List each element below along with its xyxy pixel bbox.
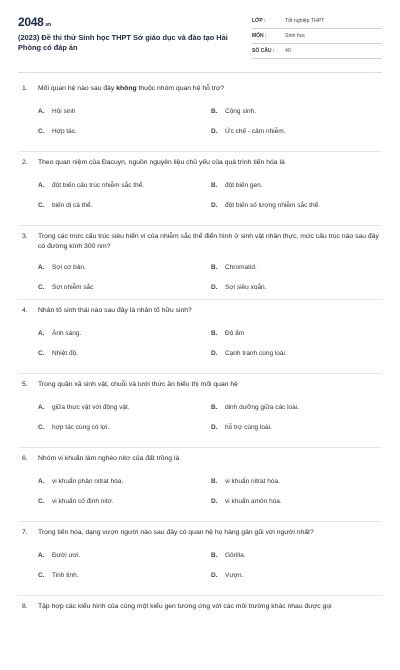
option-text: Cạnh tranh cùng loài. xyxy=(225,350,287,357)
option-d[interactable] xyxy=(211,128,285,135)
option-text: vi khuẩn phản nitrat hóa. xyxy=(52,478,124,485)
option-text: Hợp tác. xyxy=(52,128,77,135)
option-letter: D. xyxy=(211,572,218,579)
question xyxy=(18,300,382,374)
option-letter: A. xyxy=(38,108,45,115)
option-a[interactable] xyxy=(38,108,75,115)
option-b[interactable] xyxy=(211,552,246,559)
question-text xyxy=(38,84,382,94)
option-b[interactable] xyxy=(211,182,263,189)
header xyxy=(0,0,400,76)
option-letter: C. xyxy=(38,350,45,357)
site-logo[interactable] xyxy=(18,15,51,29)
option-text: Cộng sinh. xyxy=(225,108,257,115)
option-text: Tinh tinh. xyxy=(52,572,79,579)
option-letter: A. xyxy=(38,478,45,485)
question-list xyxy=(18,78,382,670)
logo-text: 2048 xyxy=(18,15,44,29)
header-divider xyxy=(18,72,382,73)
option-text: Đười ươi. xyxy=(52,552,81,559)
option-b[interactable] xyxy=(211,264,257,271)
option-text: biến dị cá thể. xyxy=(52,202,93,209)
exam-title: (2023) Đề thi thử Sinh học THPT Sở giáo dục và đào tạo Hải Phòng có đáp án xyxy=(18,33,228,52)
option-letter: C. xyxy=(38,128,45,135)
question-number: 5. xyxy=(22,381,28,388)
option-c[interactable] xyxy=(38,284,93,291)
option-b[interactable] xyxy=(211,108,256,115)
option-letter: D. xyxy=(211,202,218,209)
question xyxy=(18,596,382,670)
option-letter: A. xyxy=(38,330,45,337)
option-d[interactable] xyxy=(211,572,243,579)
option-letter: B. xyxy=(211,108,218,115)
question-number: 3. xyxy=(22,233,28,240)
question xyxy=(18,522,382,596)
question-text: Tập hợp các kiểu hình của cùng một kiểu gen tương ứng với các môi trường khác nhau được gọi xyxy=(38,603,332,610)
option-letter: A. xyxy=(38,264,45,271)
option-d[interactable] xyxy=(211,202,320,209)
option-text: Hội sinh xyxy=(52,108,76,115)
question xyxy=(18,152,382,226)
option-text: Chromatid. xyxy=(225,264,257,271)
question-text: Trong quần xã sinh vật, chuỗi và lưới thức ăn biểu thị mối quan hệ xyxy=(38,381,238,388)
option-text: dinh dưỡng giữa các loài. xyxy=(225,404,300,411)
option-text: hỗ trợ cùng loài. xyxy=(225,424,272,431)
option-letter: D. xyxy=(211,350,218,357)
meta-row-subject xyxy=(252,29,382,44)
option-text: Gôrilla. xyxy=(225,552,246,559)
option-letter: B. xyxy=(211,478,218,485)
option-letter: D. xyxy=(211,498,218,505)
question-number: 7. xyxy=(22,529,28,536)
option-a[interactable] xyxy=(38,182,144,189)
question xyxy=(18,78,382,152)
question-number: 2. xyxy=(22,159,28,166)
option-c[interactable] xyxy=(38,128,77,135)
option-text: đột biến cấu trúc nhiễm sắc thể. xyxy=(52,182,145,189)
option-b[interactable] xyxy=(211,478,280,485)
question-stem xyxy=(18,380,382,390)
option-letter: D. xyxy=(211,128,218,135)
option-a[interactable] xyxy=(38,264,86,271)
option-text: giữa thực vật với động vật. xyxy=(52,404,130,411)
question-stem xyxy=(18,232,382,252)
option-text: Ức chế - cảm nhiễm. xyxy=(225,128,286,135)
option-text: Nhiệt độ. xyxy=(52,350,79,357)
question-stem xyxy=(18,158,382,168)
option-text: vi khuẩn cố định nitơ. xyxy=(52,498,114,505)
option-c[interactable] xyxy=(38,202,92,209)
option-text: vi khuẩn amôn hóa. xyxy=(225,498,282,505)
option-a[interactable] xyxy=(38,404,130,411)
option-text: vi khuẩn nitrat hóa. xyxy=(225,478,280,485)
option-text: Độ ẩm xyxy=(225,330,245,337)
option-d[interactable] xyxy=(211,424,272,431)
question-text: Trong các mức cấu trúc siêu hiển vi của nhiễm sắc thể điển hình ở sinh vật nhân thực, mức cấu trúc nào sau đây có đường kính 300 nm? xyxy=(38,233,379,250)
meta-label: SỐ CÂU : xyxy=(252,48,275,54)
meta-label: LỚP : xyxy=(252,18,266,24)
option-letter: C. xyxy=(38,284,45,291)
question xyxy=(18,374,382,448)
meta-value: Sinh học xyxy=(285,33,306,39)
meta-label: MÔN : xyxy=(252,33,267,39)
question-text-part: Mối quan hệ nào sau đây xyxy=(38,85,117,92)
option-letter: C. xyxy=(38,498,45,505)
question-text: Theo quan niệm của Đacuyn, nguồn nguyên liệu chủ yếu của quá trình tiến hóa là xyxy=(38,159,285,166)
question-text: Nhóm vi khuẩn làm nghèo nitơ của đất trồng là xyxy=(38,455,180,462)
question-text-emphasis: không xyxy=(116,85,137,92)
option-letter: A. xyxy=(38,182,45,189)
option-letter: B. xyxy=(211,404,218,411)
meta-value: 40 xyxy=(285,48,291,54)
option-d[interactable] xyxy=(211,350,287,357)
option-c[interactable] xyxy=(38,572,79,579)
option-a[interactable] xyxy=(38,330,81,337)
option-text: Sợi nhiễm sắc xyxy=(52,284,94,291)
option-d[interactable] xyxy=(211,284,266,291)
option-text: Ánh sáng. xyxy=(52,330,82,337)
option-letter: B. xyxy=(211,330,218,337)
question-stem xyxy=(18,528,382,538)
option-a[interactable] xyxy=(38,478,123,485)
option-text: Sợi siêu xoắn. xyxy=(225,284,267,291)
option-letter: C. xyxy=(38,572,45,579)
option-letter: A. xyxy=(38,552,45,559)
option-c[interactable] xyxy=(38,498,114,505)
question-number: 8. xyxy=(22,603,28,610)
option-letter: C. xyxy=(38,424,45,431)
option-text: Sợi cơ bản. xyxy=(52,264,86,271)
question-number: 1. xyxy=(22,85,28,92)
question-stem xyxy=(18,84,382,94)
meta-row-count xyxy=(252,44,382,59)
question-stem xyxy=(18,454,382,464)
option-a[interactable] xyxy=(38,552,80,559)
option-b[interactable] xyxy=(211,404,299,411)
option-d[interactable] xyxy=(211,498,282,505)
question-text: Trong tiến hóa, dạng vượn người nào sau đây có quan hệ họ hàng gần gũi với người nhất? xyxy=(38,529,314,536)
meta-value: Tốt nghiệp THPT xyxy=(285,18,325,24)
option-letter: B. xyxy=(211,264,218,271)
question-text-part: thuộc nhóm quan hệ hỗ trợ? xyxy=(136,85,225,92)
question-stem xyxy=(18,602,382,612)
question xyxy=(18,226,382,300)
question-text: Nhân tố sinh thái nào sau đây là nhân tố hữu sinh? xyxy=(38,307,192,314)
question-number: 4. xyxy=(22,307,28,314)
question xyxy=(18,448,382,522)
question-number: 6. xyxy=(22,455,28,462)
option-letter: C. xyxy=(38,202,45,209)
option-c[interactable] xyxy=(38,350,78,357)
option-text: Vượn. xyxy=(225,572,244,579)
option-b[interactable] xyxy=(211,330,244,337)
exam-meta xyxy=(252,14,382,59)
logo-suffix: .vn xyxy=(44,22,51,28)
option-letter: D. xyxy=(211,284,218,291)
option-letter: B. xyxy=(211,182,218,189)
option-text: đột biến số lượng nhiễm sắc thể. xyxy=(225,202,320,209)
question-stem xyxy=(18,306,382,316)
option-text: đột biến gen. xyxy=(225,182,263,189)
option-letter: A. xyxy=(38,404,45,411)
option-letter: D. xyxy=(211,424,218,431)
meta-row-class xyxy=(252,14,382,29)
option-c[interactable] xyxy=(38,424,109,431)
option-text: hợp tác cùng có lợi. xyxy=(52,424,110,431)
option-letter: B. xyxy=(211,552,218,559)
